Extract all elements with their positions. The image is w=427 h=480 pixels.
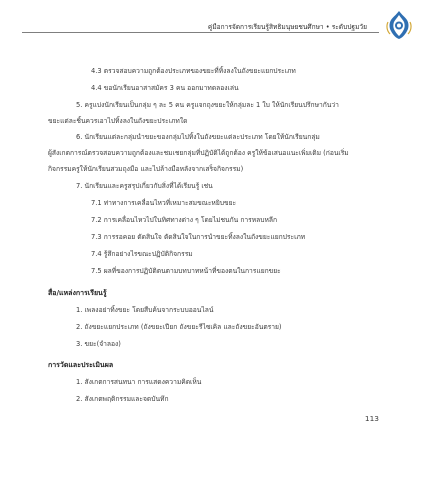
substep-7-1: 7.1 ท่าทางการเคลื่อนไหวที่เหมาะสมขณะหยิบขยะ xyxy=(91,199,237,207)
step-7: 7. นักเรียนและครูสรุปเกี่ยวกับสิ่งที่ได้เรียนรู้ เช่น xyxy=(76,182,213,190)
step-5-line-2: ขยะแต่ละชิ้นควรเอาไปทิ้งลงในถังขยะประเภทใด xyxy=(48,117,188,125)
step-5-line-1: 5. ครูแบ่งนักเรียนเป็นกลุ่ม ๆ ละ 5 คน ครูแจกถุงขยะให้กลุ่มละ 1 ใบ ให้นักเรียนปรึกษากันว่า xyxy=(76,101,339,109)
media-item-3: 3. ขยะ(จำลอง) xyxy=(76,340,121,348)
substep-7-4: 7.4 รู้สึกอย่างไรขณะปฏิบัติกิจกรรม xyxy=(91,250,193,258)
evaluation-item-2: 2. สังเกตพฤติกรรมและจดบันทึก xyxy=(76,395,169,403)
page-number: 113 xyxy=(364,414,379,423)
substep-7-3: 7.3 การรอคอย ตัดสินใจ ตัดสินใจในการนำขยะทิ้งลงในถังขยะแยกประเภท xyxy=(91,233,306,241)
step-6-line-2: ผู้สังเกตการณ์ตรวจสอบความถูกต้องและชมเชยกลุ่มที่ปฏิบัติได้ถูกต้อง ครูให้ข้อเสนอแนะเพิ่มเติม (ก่อนเริ่ม xyxy=(48,149,349,157)
media-item-2: 2. ถังขยะแยกประเภท (ถังขยะเปียก ถังขยะรีไซเคิล และถังขยะอันตราย) xyxy=(76,323,282,331)
header-divider xyxy=(22,32,379,33)
substep-4-4: 4.4 ขอนักเรียนอาสาสมัคร 3 คน ออกมาทดลองเล่น xyxy=(91,84,239,92)
substep-7-2: 7.2 การเคลื่อนไหวไปในทิศทางต่าง ๆ โดยไม่ชนกัน การหลบหลีก xyxy=(91,216,278,224)
media-item-1: 1. เพลงอย่าทิ้งขยะ โดยสืบค้นจากระบบออนไลน์ xyxy=(76,306,214,314)
substep-4-3: 4.3 ตรวจสอบความถูกต้องประเภทของขยะที่ทิ้งลงในถังขยะแยกประเภท xyxy=(91,67,296,75)
evaluation-heading: การวัดและประเมินผล xyxy=(48,361,114,369)
emblem-logo xyxy=(385,10,413,40)
media-heading: สื่อ/แหล่งการเรียนรู้ xyxy=(48,289,107,297)
header-title: คู่มือการจัดการเรียนรู้สิทธิมนุษยชนศึกษา • ระดับปฐมวัย xyxy=(207,23,367,31)
evaluation-item-1: 1. สังเกตการสนทนา การแสดงความคิดเห็น xyxy=(76,378,202,386)
step-6-line-3: กิจกรรมครูให้นักเรียนสวมถุงมือ และไปล้างมือหลังจากเสร็จกิจกรรม) xyxy=(48,165,244,173)
substep-7-5: 7.5 ผลที่ของการปฏิบัติตนตามบทบาทหน้าที่ของตนในการแยกขยะ xyxy=(91,267,281,275)
step-6-line-1: 6. นักเรียนแต่ละกลุ่มนำขยะของกลุ่มไปทิ้งในถังขยะแต่ละประเภท โดยให้นักเรียนกลุ่ม xyxy=(76,133,320,141)
page-header xyxy=(0,0,427,48)
